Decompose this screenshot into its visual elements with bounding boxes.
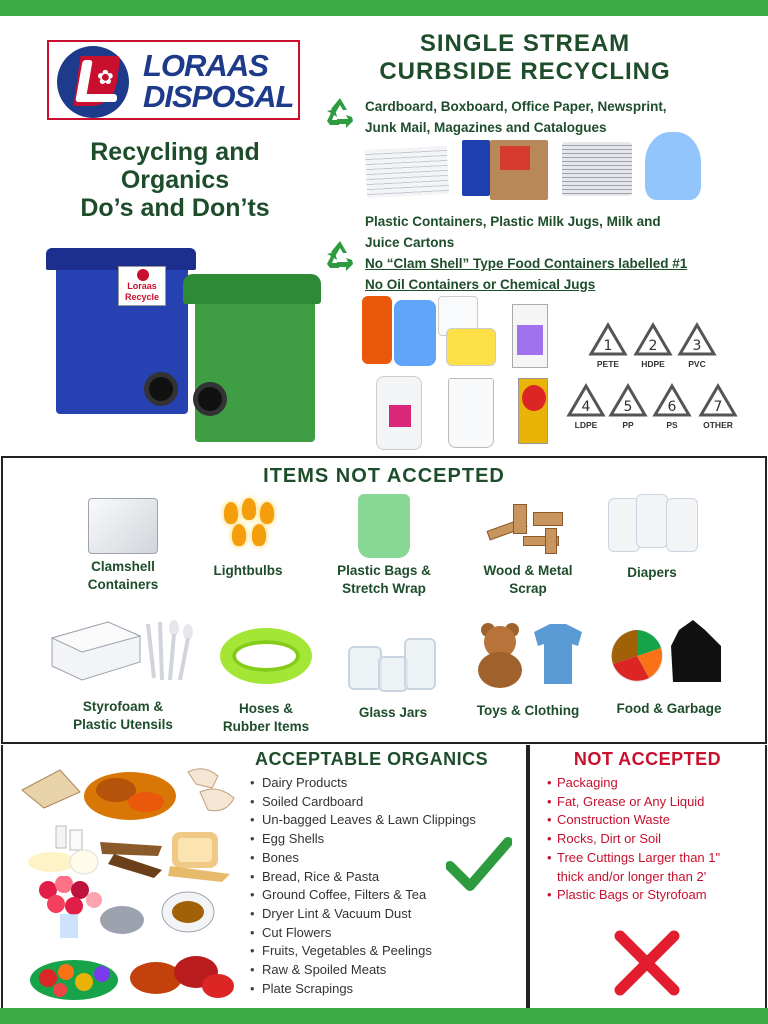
- top-accent-bar: [0, 0, 768, 16]
- garden-hose-icon: [220, 628, 312, 684]
- list-item: • Fruits, Vegetables & Peelings: [250, 942, 476, 961]
- list-item: thick and/or longer than 2': [557, 868, 707, 884]
- svg-text:5: 5: [623, 399, 633, 415]
- milk-carton-image: [512, 304, 548, 368]
- item-clamshell-containers: Clamshell Containers: [53, 498, 193, 594]
- list-item: • Egg Shells: [250, 830, 476, 849]
- plastic-pail-image: [448, 378, 494, 448]
- boxboard-image: [462, 140, 490, 196]
- item-wood-metal-scrap: Wood & Metal Scrap: [458, 498, 598, 598]
- item-lightbulbs: Lightbulbs: [178, 498, 318, 580]
- single-stream-title: SINGLE STREAM CURBSIDE RECYCLING: [379, 30, 671, 85]
- list-item: • Packaging: [547, 774, 762, 793]
- list-item: • Cut Flowers: [250, 924, 476, 943]
- list-item: • Plastic Bags or Styrofoam: [547, 886, 762, 905]
- organics-not-accepted-list: [547, 774, 762, 905]
- office-paper-image: [365, 146, 449, 198]
- svg-text:1: 1: [603, 338, 613, 354]
- item-food-garbage: Food & Garbage: [596, 616, 742, 718]
- milk-jug-image: [376, 376, 422, 450]
- item-styrofoam-utensils: Styrofoam & Plastic Utensils: [48, 618, 198, 734]
- margarine-tub-image: [446, 328, 496, 366]
- item-hoses-rubber: Hoses & Rubber Items: [196, 628, 336, 736]
- cart-label: Loraas Recycle: [118, 266, 166, 306]
- svg-text:3: 3: [692, 338, 702, 354]
- list-item: • Fat, Grease or Any Liquid: [547, 793, 762, 812]
- list-item: • Ground Coffee, Filters & Tea: [250, 886, 476, 905]
- juice-carton-image: [518, 378, 548, 444]
- page-title: Recycling and Organics Do’s and Don’ts: [80, 138, 270, 222]
- resin-code-2-icon: 2 HDPE: [632, 322, 674, 369]
- list-item: • Raw & Spoiled Meats: [250, 961, 476, 980]
- dairy-bones-bread-image: [22, 822, 242, 884]
- list-item: • Dryer Lint & Vacuum Dust: [250, 905, 476, 924]
- clamshell-container-icon: [88, 498, 158, 554]
- lightbulb-icon: [218, 498, 278, 558]
- list-item: • Bread, Rice & Pasta: [250, 868, 476, 887]
- logo-name-line1: LORAAS: [143, 48, 268, 83]
- loraas-disposal-logo: [47, 40, 300, 120]
- logo-name-line2: DISPOSAL: [143, 79, 294, 114]
- organics-not-accepted-title: NOT ACCEPTED: [573, 749, 722, 769]
- item-toys-clothing: Toys & Clothing: [458, 618, 598, 720]
- softener-bottle-image: [394, 300, 436, 366]
- newspaper-image: [562, 142, 632, 196]
- svg-text:4: 4: [581, 399, 591, 415]
- item-diapers: Diapers: [582, 494, 722, 582]
- list-item: • Rocks, Dirt or Soil: [547, 830, 762, 849]
- svg-text:6: 6: [667, 399, 677, 415]
- list-item: • Dairy Products: [250, 774, 476, 793]
- acceptable-organics-list: [250, 774, 476, 998]
- list-item: • Plate Scrapings: [250, 980, 476, 999]
- resin-code-5-icon: 5 PP: [607, 383, 649, 430]
- bottom-accent-bar: [0, 1008, 768, 1024]
- glass-jar-icon: [348, 636, 438, 692]
- recycle-icon: [322, 238, 358, 274]
- resin-code-6-icon: 6 PS: [651, 383, 693, 430]
- styrofoam-container-icon: [48, 618, 198, 688]
- teddy-bear-shirt-icon: [468, 618, 588, 688]
- resin-code-7-icon: 7 OTHER: [697, 383, 739, 430]
- list-item: • Soiled Cardboard: [250, 793, 476, 812]
- detergent-bottle-image: [362, 296, 392, 364]
- list-item: • Construction Waste: [547, 811, 762, 830]
- svg-text:2: 2: [648, 338, 658, 354]
- list-item: • Bones: [250, 849, 476, 868]
- flowers-lint-plate-image: [34, 876, 224, 940]
- vegetables-meats-image: [26, 942, 236, 1002]
- acceptable-organics-title: ACCEPTABLE ORGANICS: [255, 749, 489, 769]
- leaves-pizza-eggshell-image: [20, 762, 240, 822]
- plastic-bag-icon: [358, 494, 410, 558]
- item-glass-jars: Glass Jars: [323, 636, 463, 722]
- recycle-icon: [322, 95, 358, 131]
- svg-text:7: 7: [713, 399, 723, 415]
- resin-code-4-icon: 4 LDPE: [565, 383, 607, 430]
- red-x-icon: [612, 928, 682, 998]
- list-item: • Un-bagged Leaves & Lawn Clippings: [250, 811, 476, 830]
- resin-code-1-icon: 1 PETE: [587, 322, 629, 369]
- list-item: • Tree Cuttings Larger than 1": [547, 849, 762, 868]
- wood-scrap-icon: [483, 498, 573, 558]
- items-not-accepted-title: ITEMS NOT ACCEPTED: [263, 465, 505, 487]
- logo-emblem-icon: ✿: [57, 46, 129, 118]
- resin-code-3-icon: 3 PVC: [676, 322, 718, 369]
- paper-category-text: Cardboard, Boxboard, Office Paper, Newsprint, Junk Mail, Magazines and Catalogues: [365, 99, 667, 135]
- blue-bag-image: [645, 132, 701, 200]
- item-plastic-bags: Plastic Bags & Stretch Wrap: [314, 494, 454, 598]
- green-organics-cart-image: [183, 274, 321, 444]
- food-garbage-bag-icon: [609, 616, 729, 688]
- diaper-icon: [602, 494, 702, 552]
- plastic-category-text: Plastic Containers, Plastic Milk Jugs, Milk and Juice Cartons No “Clam Shell” Type Food Containers labelled #1 No Oil Containers or Chemical Jugs: [365, 214, 688, 292]
- blue-recycling-cart-image: [46, 248, 196, 416]
- checkmark-icon: [446, 836, 512, 892]
